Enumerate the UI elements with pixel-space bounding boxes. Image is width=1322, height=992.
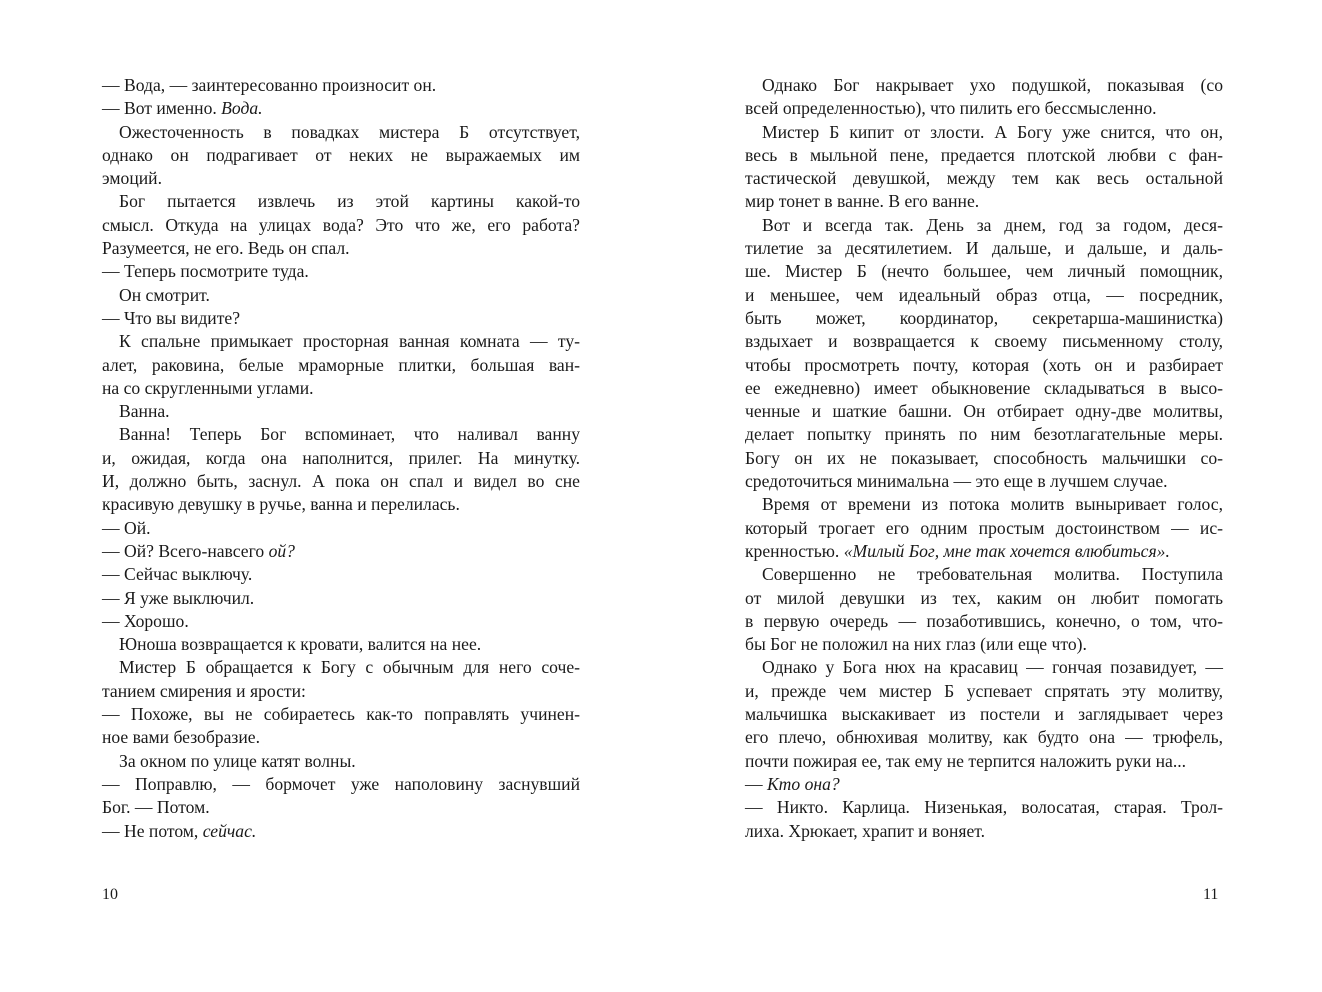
line-text: танием смирения и ярости:	[102, 680, 306, 701]
line-text: — Ой? Всего-навсего	[102, 540, 269, 561]
line-text: красивую девушку в ручье, ванна и перелилась.	[102, 494, 460, 515]
text-line	[102, 633, 580, 656]
line-italic-text: ой?	[268, 540, 295, 561]
text-line	[102, 237, 580, 260]
line-text: тилетие за десятилетием. И дальше, и дальше, и даль-	[745, 238, 1223, 259]
line-text: лиха. Хрюкает, храпит и воняет.	[745, 820, 986, 841]
text-line	[102, 656, 580, 679]
line-text: на со скругленными углами.	[102, 377, 314, 398]
line-text: делает попытку принять по ним безотлагательные меры.	[745, 424, 1223, 445]
text-line	[102, 587, 580, 610]
text-line	[102, 493, 580, 516]
text-line	[102, 330, 580, 353]
text-line	[745, 423, 1223, 446]
line-text: кренностью.	[745, 540, 844, 561]
line-text: и, ожидая, когда она наполнится, прилег. На минутку.	[102, 447, 580, 468]
line-text: Однако Бог накрывает ухо подушкой, показывая (со	[762, 75, 1223, 95]
line-text: эмоций.	[102, 168, 162, 189]
line-text: — Что вы видите?	[102, 307, 241, 328]
text-line	[745, 260, 1223, 283]
text-line	[102, 796, 580, 819]
text-line	[745, 214, 1223, 237]
text-line	[745, 563, 1223, 586]
text-line	[745, 773, 1223, 796]
line-text: мир тонет в ванне. В его ванне.	[745, 191, 980, 212]
text-line	[102, 703, 580, 726]
line-text: — Сейчас выключу.	[102, 564, 253, 585]
text-line	[745, 190, 1223, 213]
line-text: — Не потом,	[102, 820, 203, 841]
text-line	[102, 354, 580, 377]
text-line	[102, 726, 580, 749]
text-line	[745, 447, 1223, 470]
text-line	[745, 680, 1223, 703]
text-line	[102, 214, 580, 237]
text-line	[745, 750, 1223, 773]
line-text: Разумеется, не его. Ведь он спал.	[102, 238, 350, 259]
right-page-text	[745, 74, 1223, 843]
text-line	[102, 74, 580, 97]
line-text: —	[745, 773, 767, 794]
line-text: Бог. — Потом.	[102, 797, 210, 818]
text-line	[102, 680, 580, 703]
line-text: — Хорошо.	[102, 610, 189, 631]
line-text: Ванна! Теперь Бог вспоминает, что наливал ванну	[119, 424, 580, 445]
line-text: тастической девушкой, между тем как весь остальной	[745, 168, 1223, 189]
text-line	[745, 517, 1223, 540]
line-text: ченные и шаткие башни. Он отбирает одну-две молитвы,	[745, 401, 1223, 422]
text-line	[102, 470, 580, 493]
text-line	[745, 470, 1223, 493]
text-line	[745, 633, 1223, 656]
right-page-number: 11	[1203, 886, 1219, 903]
text-line	[745, 587, 1223, 610]
line-text: — Ой.	[102, 517, 151, 538]
text-line	[745, 121, 1223, 144]
line-text: Юноша возвращается к кровати, валится на нее.	[119, 634, 482, 655]
text-line	[745, 144, 1223, 167]
line-text: Вот и всегда так. День за днем, год за годом, деся-	[762, 214, 1223, 235]
text-line	[745, 540, 1223, 563]
line-text: Бог пытается извлечь из этой картины какой-то	[119, 191, 580, 212]
line-text: ше. Мистер Б (нечто большее, чем личный помощник,	[745, 261, 1223, 282]
text-line	[102, 750, 580, 773]
line-text: его плечо, обнюхивая молитву, как будто она — трюфель,	[745, 727, 1223, 748]
line-text: почти пожирая ее, так ему не терпится наложить руки на...	[745, 750, 1187, 771]
line-text: И, должно быть, заснул. А пока он спал и видел во сне	[102, 471, 580, 492]
text-line	[745, 400, 1223, 423]
line-italic-text: Кто она?	[767, 773, 840, 794]
text-line	[745, 237, 1223, 260]
line-text: Он смотрит.	[119, 284, 210, 305]
text-line	[745, 74, 1223, 97]
line-text: который трогает его одним простым достоинством — ис-	[745, 517, 1223, 538]
line-text: и, прежде чем мистер Б успевает спрятать эту молитву,	[745, 680, 1223, 701]
line-text: — Вода, — заинтересованно произносит он.	[102, 75, 437, 95]
text-line	[745, 97, 1223, 120]
text-line	[102, 121, 580, 144]
line-text: Богу он их не показывает, способность мальчишки со-	[745, 447, 1223, 468]
line-text: — Теперь посмотрите туда.	[102, 261, 309, 282]
line-text: Время от времени из потока молитв выныривает голос,	[762, 494, 1223, 515]
line-text: Мистер Б кипит от злости. А Богу уже снится, что он,	[762, 121, 1223, 142]
text-line	[102, 260, 580, 283]
line-italic-text: Вода.	[221, 98, 263, 119]
line-text: — Никто. Карлица. Низенькая, волосатая, старая. Трол-	[745, 797, 1223, 818]
line-text: К спальне примыкает просторная ванная комната — ту-	[119, 331, 580, 352]
line-text: однако он подрагивает от неких не выражаемых им	[102, 144, 580, 165]
text-line	[745, 703, 1223, 726]
line-text: бы Бог не положил на них глаз (или еще что).	[745, 634, 1087, 655]
line-text: быть может, координатор, секретарша-машинистка)	[745, 307, 1223, 328]
text-line	[102, 423, 580, 446]
line-text: — Поправлю, — бормочет уже наполовину заснувший	[102, 773, 580, 794]
text-line	[102, 447, 580, 470]
text-line	[102, 610, 580, 633]
line-text: смысл. Откуда на улицах вода? Это что же, его работа?	[102, 214, 580, 235]
line-text: Мистер Б обращается к Богу с обычным для него соче-	[119, 657, 580, 678]
text-line	[745, 610, 1223, 633]
text-line	[102, 97, 580, 120]
line-text: в первую очередь — позаботившись, конечно, о том, что-	[745, 610, 1223, 631]
line-text: вздыхает и возвращается к своему письменному столу,	[745, 331, 1223, 352]
text-line	[745, 820, 1223, 843]
text-line	[745, 354, 1223, 377]
text-line	[745, 493, 1223, 516]
text-line	[745, 307, 1223, 330]
line-text: чтобы просмотреть почту, которая (хоть он и разбирает	[745, 354, 1223, 375]
line-text: алет, раковина, белые мраморные плитки, большая ван-	[102, 354, 580, 375]
line-text: За окном по улице катят волны.	[119, 750, 356, 771]
text-line	[745, 726, 1223, 749]
text-line	[745, 656, 1223, 679]
line-text: Ванна.	[119, 401, 170, 422]
line-text: Однако у Бога нюх на красавиц — гончая позавидует, —	[762, 657, 1223, 678]
line-text: ное вами безобразие.	[102, 727, 260, 748]
line-text: всей определенностью), что пилить его бессмысленно.	[745, 98, 1157, 119]
line-text: ее ежедневно) имеет обыкновение складываться в высо-	[745, 377, 1223, 398]
text-line	[102, 167, 580, 190]
line-text: — Вот именно.	[102, 98, 222, 119]
line-text: от милой девушки из тех, каким он любит помогать	[745, 587, 1223, 608]
line-italic-text: сейчас.	[202, 820, 257, 841]
left-page-number: 10	[102, 886, 118, 903]
text-line	[102, 400, 580, 423]
text-line	[102, 284, 580, 307]
text-line	[102, 144, 580, 167]
text-line	[102, 190, 580, 213]
left-page-text	[102, 74, 580, 843]
line-text: — Я уже выключил.	[102, 587, 255, 608]
text-line	[102, 563, 580, 586]
line-text: мальчишка выскакивает из постели и заглядывает через	[745, 704, 1223, 725]
line-italic-text: «Милый Бог, мне так хочется влюбиться».	[843, 540, 1170, 561]
line-text: весь в мыльной пене, предается плотской любви с фан-	[745, 144, 1223, 165]
line-text: средоточиться минимальна — это еще в лучшем случае.	[745, 471, 1168, 492]
line-text: Ожесточенность в повадках мистера Б отсутствует,	[119, 121, 580, 142]
text-line	[102, 517, 580, 540]
line-text: Совершенно не требовательная молитва. Поступила	[762, 564, 1223, 585]
text-line	[102, 773, 580, 796]
text-line	[102, 540, 580, 563]
text-line	[102, 307, 580, 330]
line-text: — Похоже, вы не собираетесь как-то поправлять учинен-	[102, 704, 580, 725]
text-line	[745, 377, 1223, 400]
text-line	[745, 796, 1223, 819]
text-line	[745, 284, 1223, 307]
text-line	[102, 820, 580, 843]
text-line	[745, 330, 1223, 353]
text-line	[102, 377, 580, 400]
line-text: и меньшее, чем идеальный образ отца, — посредник,	[745, 284, 1223, 305]
text-line	[745, 167, 1223, 190]
